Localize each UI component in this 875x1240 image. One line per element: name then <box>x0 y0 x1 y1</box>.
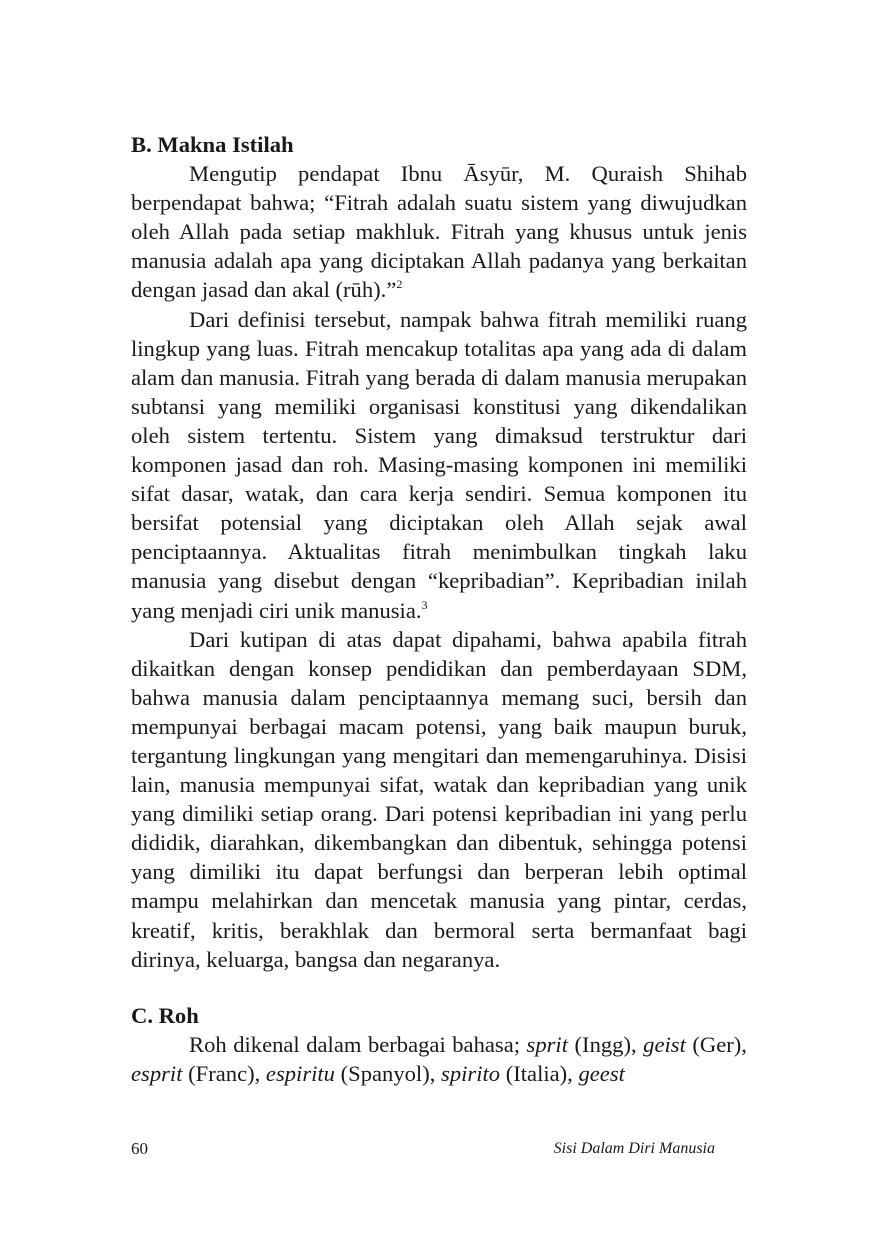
term-language: (Spanyol), <box>340 1060 436 1086</box>
paragraph-scope <box>131 305 747 625</box>
section-c-heading: C. Roh <box>131 1002 199 1028</box>
term-word: espiritu <box>265 1060 335 1086</box>
footnote-marker: 2 <box>396 277 403 292</box>
term-language: (Italia), <box>505 1060 573 1086</box>
term-word: geist <box>643 1031 686 1057</box>
roh-intro: Roh dikenal dalam berbagai bahasa; <box>189 1031 521 1057</box>
section-b-heading: B. Makna Istilah <box>131 132 294 157</box>
running-title: Sisi Dalam Diri Manusia <box>553 1140 715 1157</box>
paragraph-definition <box>131 159 747 304</box>
footnote-marker: 3 <box>421 597 428 612</box>
page-number: 60 <box>131 1139 148 1158</box>
term-word: geest <box>578 1060 625 1086</box>
paragraph-text: Dari definisi tersebut, nampak bahwa fitrah memiliki ruang lingkup yang luas. Fitrah mencakup totalitas apa yang ada di dalam alam dan manusia. Fitrah yang berada di dalam manusia merupakan subtansi yang memiliki organisasi konstitusi yang dikendalikan oleh sistem tertentu. Sistem yang dimaksud terstruktur dari komponen jasad dan roh. Masing-masing komponen ini memiliki sifat dasar, watak, dan cara kerja sendiri. Semua komponen itu bersifat potensial yang diciptakan oleh Allah sejak awal penciptaannya. Aktualitas fitrah menimbulkan tingkah laku manusia yang disebut dengan “kepribadian”. Kepribadian inilah yang menjadi ciri unik manusia. <box>131 306 747 623</box>
page-content <box>131 130 747 1088</box>
term-language: (Franc), <box>188 1060 261 1086</box>
paragraph-education: Dari kutipan di atas dapat dipahami, bahwa apabila fitrah dikaitkan dengan konsep pendidikan dan pemberdayaan SDM, bahwa manusia dalam penciptaannya memang suci, bersih dan mempunyai berbagai macam potensi, yang baik maupun buruk, tergantung lingkungan yang mengitari dan memengaruhinya. Disisi lain, manusia mempunyai sifat, watak dan kepribadian yang unik yang dimiliki setiap orang. Dari potensi kepribadian ini yang perlu dididik, diarahkan, dikembangkan dan dibentuk, sehingga potensi yang dimiliki itu dapat berfungsi dan berperan lebih optimal mampu melahirkan dan mencetak manusia yang pintar, cerdas, kreatif, kritis, berakhlak dan bermoral serta bermanfaat bagi dirinya, keluarga, bangsa dan negaranya. <box>131 626 747 972</box>
term-language: (Ingg), <box>574 1031 637 1057</box>
term-word: esprit <box>131 1060 183 1086</box>
paragraph-roh <box>131 1030 747 1088</box>
paragraph-text: Mengutip pendapat Ibnu Āsyūr, M. Quraish Shihab berpendapat bahwa; “Fitrah adalah suatu sistem yang diwujudkan oleh Allah pada setiap makhluk. Fitrah yang khusus untuk jenis manusia adalah apa yang diciptakan Allah padanya yang berkaitan dengan jasad dan akal (rūh).” <box>131 161 747 303</box>
term-word: sprit <box>526 1031 568 1057</box>
term-word: spirito <box>441 1060 501 1086</box>
term-language: (Ger), <box>692 1031 747 1057</box>
